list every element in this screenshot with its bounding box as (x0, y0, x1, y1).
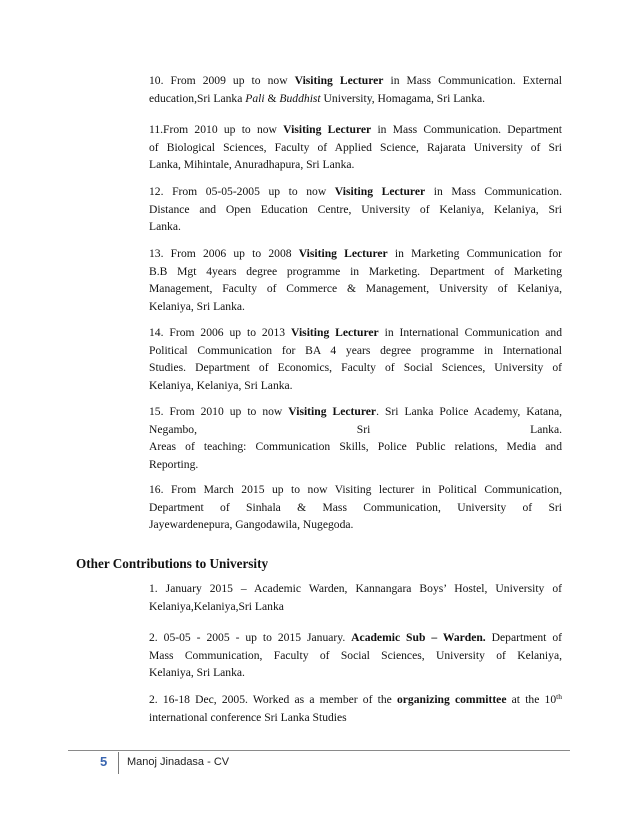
text-run: University, Homagama, Sri Lanka. (320, 91, 486, 105)
text-run: 15. From 2010 up to now (149, 405, 289, 418)
text-line (149, 598, 562, 616)
text-line (149, 709, 562, 727)
text-line (149, 359, 562, 377)
text-line (149, 245, 562, 263)
text-run: in International Communication and (378, 326, 562, 339)
text-line (149, 342, 562, 360)
text-line (149, 481, 562, 499)
text-line (149, 516, 562, 534)
text-line (149, 377, 562, 395)
contribution-entry-1 (149, 580, 562, 615)
text-run: Department of Sinhala & Mass Communication, University of Sri (149, 500, 562, 514)
text-line (149, 664, 562, 682)
footer-divider (68, 750, 570, 751)
text-run: & (264, 91, 280, 105)
text-run: Political Communication for BA 4 years degree programme in International (149, 343, 562, 357)
text-run: 14. From 2006 up to 2013 (149, 326, 292, 339)
text-run: 13. From 2006 up to 2008 (149, 247, 299, 260)
text-line (149, 263, 562, 281)
text-line (149, 183, 562, 201)
text-line (149, 280, 562, 298)
entry-entry-5 (149, 324, 562, 394)
text-line (149, 201, 562, 219)
text-run: Kelaniya, Kelaniya, Sri Lanka. (149, 378, 293, 392)
text-run: Studies. Department of Economics, Faculty of Social Sciences, University of (149, 361, 562, 375)
text-run: in Marketing Communication for (387, 247, 563, 260)
entry-entry-4 (149, 245, 562, 315)
text-line (149, 298, 562, 316)
text-line (149, 647, 562, 665)
text-run: in Mass Communication. External (383, 74, 562, 87)
footer-separator (118, 752, 119, 774)
text-run: Visiting Lecturer (298, 247, 388, 260)
text-run: Kelaniya, Sri Lanka. (149, 299, 245, 313)
text-run: 12. From 05-05-2005 up to now (149, 185, 335, 198)
text-run: . Sri Lanka Police Academy, Katana, (376, 405, 562, 418)
text-run: 10. From 2009 up to now (149, 74, 295, 87)
text-run: Areas of teaching: Communication Skills, Police Public relations, Media and (149, 440, 562, 454)
text-run: international conference Sri Lanka Studies (149, 710, 347, 724)
text-run: in Mass Communication. Department (371, 123, 562, 136)
text-run: Mass Communication, Faculty of Social Sciences, University of Kelaniya, (149, 648, 562, 662)
text-run: of Biological Sciences, Faculty of Applied Science, Rajarata University of Sri (149, 140, 562, 154)
text-run: Visiting Lecturer (334, 185, 426, 198)
text-run: Negambo, Sri Lanka. (149, 422, 562, 436)
text-run: 11.From 2010 up to now (149, 123, 284, 136)
text-run: Visiting Lecturer (288, 405, 377, 418)
text-run: Visiting Lecturer (294, 74, 384, 87)
text-run: Pali (245, 91, 265, 105)
text-run: Visiting Lecturer (283, 123, 372, 136)
text-line (149, 90, 562, 108)
entry-entry-3 (149, 183, 562, 236)
text-run: Buddhist (279, 91, 321, 105)
text-run: 16. From March 2015 up to now Visiting lecturer in Political Communication, (149, 483, 562, 496)
text-line (149, 438, 562, 456)
text-line (149, 691, 562, 709)
text-run: at the 10 (506, 693, 557, 706)
text-run: Lanka. (149, 220, 181, 234)
text-line (149, 218, 562, 236)
text-run: Jayewardenepura, Gangodawila, Nugegoda. (149, 518, 354, 532)
text-run: Department of (485, 631, 562, 644)
text-run: organizing committee (396, 693, 507, 706)
text-run: Visiting Lecturer (291, 326, 379, 339)
text-line (149, 456, 562, 474)
text-line (149, 72, 562, 90)
text-run: Academic Sub – Warden. (351, 631, 486, 644)
text-run: Kelaniya, Sri Lanka. (149, 666, 245, 680)
page-number: 5 (100, 754, 108, 769)
entry-entry-6 (149, 403, 562, 473)
contribution-entry-2 (149, 629, 562, 682)
text-run: in Mass Communication. (425, 185, 562, 198)
text-run: 1. January 2015 – Academic Warden, Kannangara Boys’ Hostel, University of (149, 582, 562, 595)
text-run: Management, Faculty of Commerce & Management, University of Kelaniya, (149, 282, 562, 296)
text-run: Reporting. (149, 457, 199, 471)
text-run: Distance and Open Education Centre, University of Kelaniya, Kelaniya, Sri (149, 202, 562, 216)
entry-entry-1 (149, 72, 562, 107)
text-run: 2. 05-05 - 2005 - up to 2015 January. (149, 631, 352, 644)
text-run: Lanka, Mihintale, Anuradhapura, Sri Lanka. (149, 158, 355, 172)
text-line (149, 421, 562, 439)
text-line (149, 156, 562, 174)
text-line (149, 139, 562, 157)
section-heading: Other Contributions to University (76, 556, 269, 571)
text-line (149, 403, 562, 421)
entry-entry-7 (149, 481, 562, 534)
text-run: education,Sri Lanka (149, 91, 246, 105)
text-line (149, 580, 562, 598)
text-line (149, 324, 562, 342)
text-run: 2. 16-18 Dec, 2005. Worked as a member of the (149, 693, 397, 706)
text-run: Kelaniya,Kelaniya,Sri Lanka (149, 599, 284, 613)
text-line (149, 499, 562, 517)
text-line (149, 629, 562, 647)
text-run: th (556, 692, 562, 701)
text-run: B.B Mgt 4years degree programme in Marketing. Department of Marketing (149, 264, 562, 278)
text-line (149, 121, 562, 139)
contribution-entry-3 (149, 691, 562, 726)
entry-entry-2 (149, 121, 562, 174)
footer-title: Manoj Jinadasa - CV (127, 756, 230, 768)
